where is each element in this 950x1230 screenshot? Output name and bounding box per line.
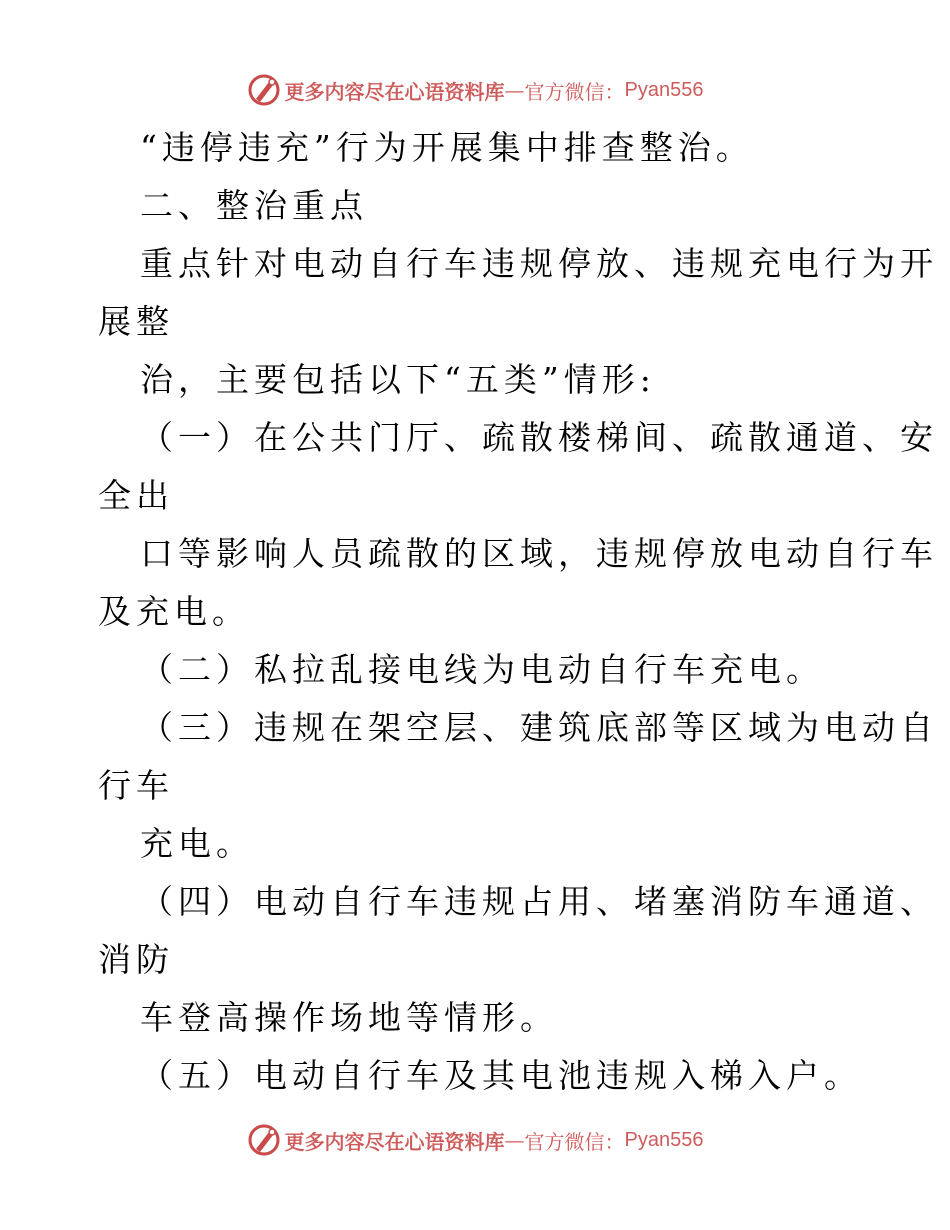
body-line: 消防	[98, 940, 174, 979]
body-line: 治，主要包括以下“五类”情形:	[140, 360, 656, 399]
watermark-site-text: 更多内容尽在心语资料库	[284, 79, 505, 104]
section-heading: 二、整治重点	[140, 186, 368, 225]
list-item: （三）违规在架空层、建筑底部等区域为电动自	[140, 708, 938, 747]
body-line: 重点针对电动自行车违规停放、违规充电行为开	[140, 244, 938, 283]
body-line: 及充电。	[98, 592, 250, 631]
body-line: 口等影响人员疏散的区域，违规停放电动自行车	[140, 534, 938, 573]
watermark-label: 官方微信：	[524, 79, 625, 104]
watermark-separator: —	[504, 1128, 525, 1152]
list-item: （二）私拉乱接电线为电动自行车充电。	[140, 650, 824, 689]
body-line: 全出	[98, 476, 174, 515]
body-line: 行车	[98, 766, 174, 805]
watermark-site-text: 更多内容尽在心语资料库	[284, 1129, 505, 1154]
body-line: 充电。	[140, 824, 254, 863]
watermark-footer	[0, 1120, 950, 1160]
watermark-label: 官方微信：	[524, 1129, 625, 1154]
list-item: （四）电动自行车违规占用、堵塞消防车通道、	[140, 882, 938, 921]
body-line: 车登高操作场地等情形。	[140, 998, 558, 1037]
pen-logo-icon	[247, 73, 281, 107]
list-item: （一）在公共门厅、疏散楼梯间、疏散通道、安	[140, 418, 938, 457]
body-line: “违停违充”行为开展集中排查整治。	[140, 128, 754, 167]
watermark-account: Pyan556	[624, 78, 704, 101]
body-line: 展整	[98, 302, 174, 341]
watermark-header	[0, 70, 950, 110]
list-item: （五）电动自行车及其电池违规入梯入户。	[140, 1056, 862, 1095]
watermark-separator: —	[504, 78, 525, 102]
pen-logo-icon	[247, 1123, 281, 1157]
watermark-account: Pyan556	[624, 1128, 704, 1151]
